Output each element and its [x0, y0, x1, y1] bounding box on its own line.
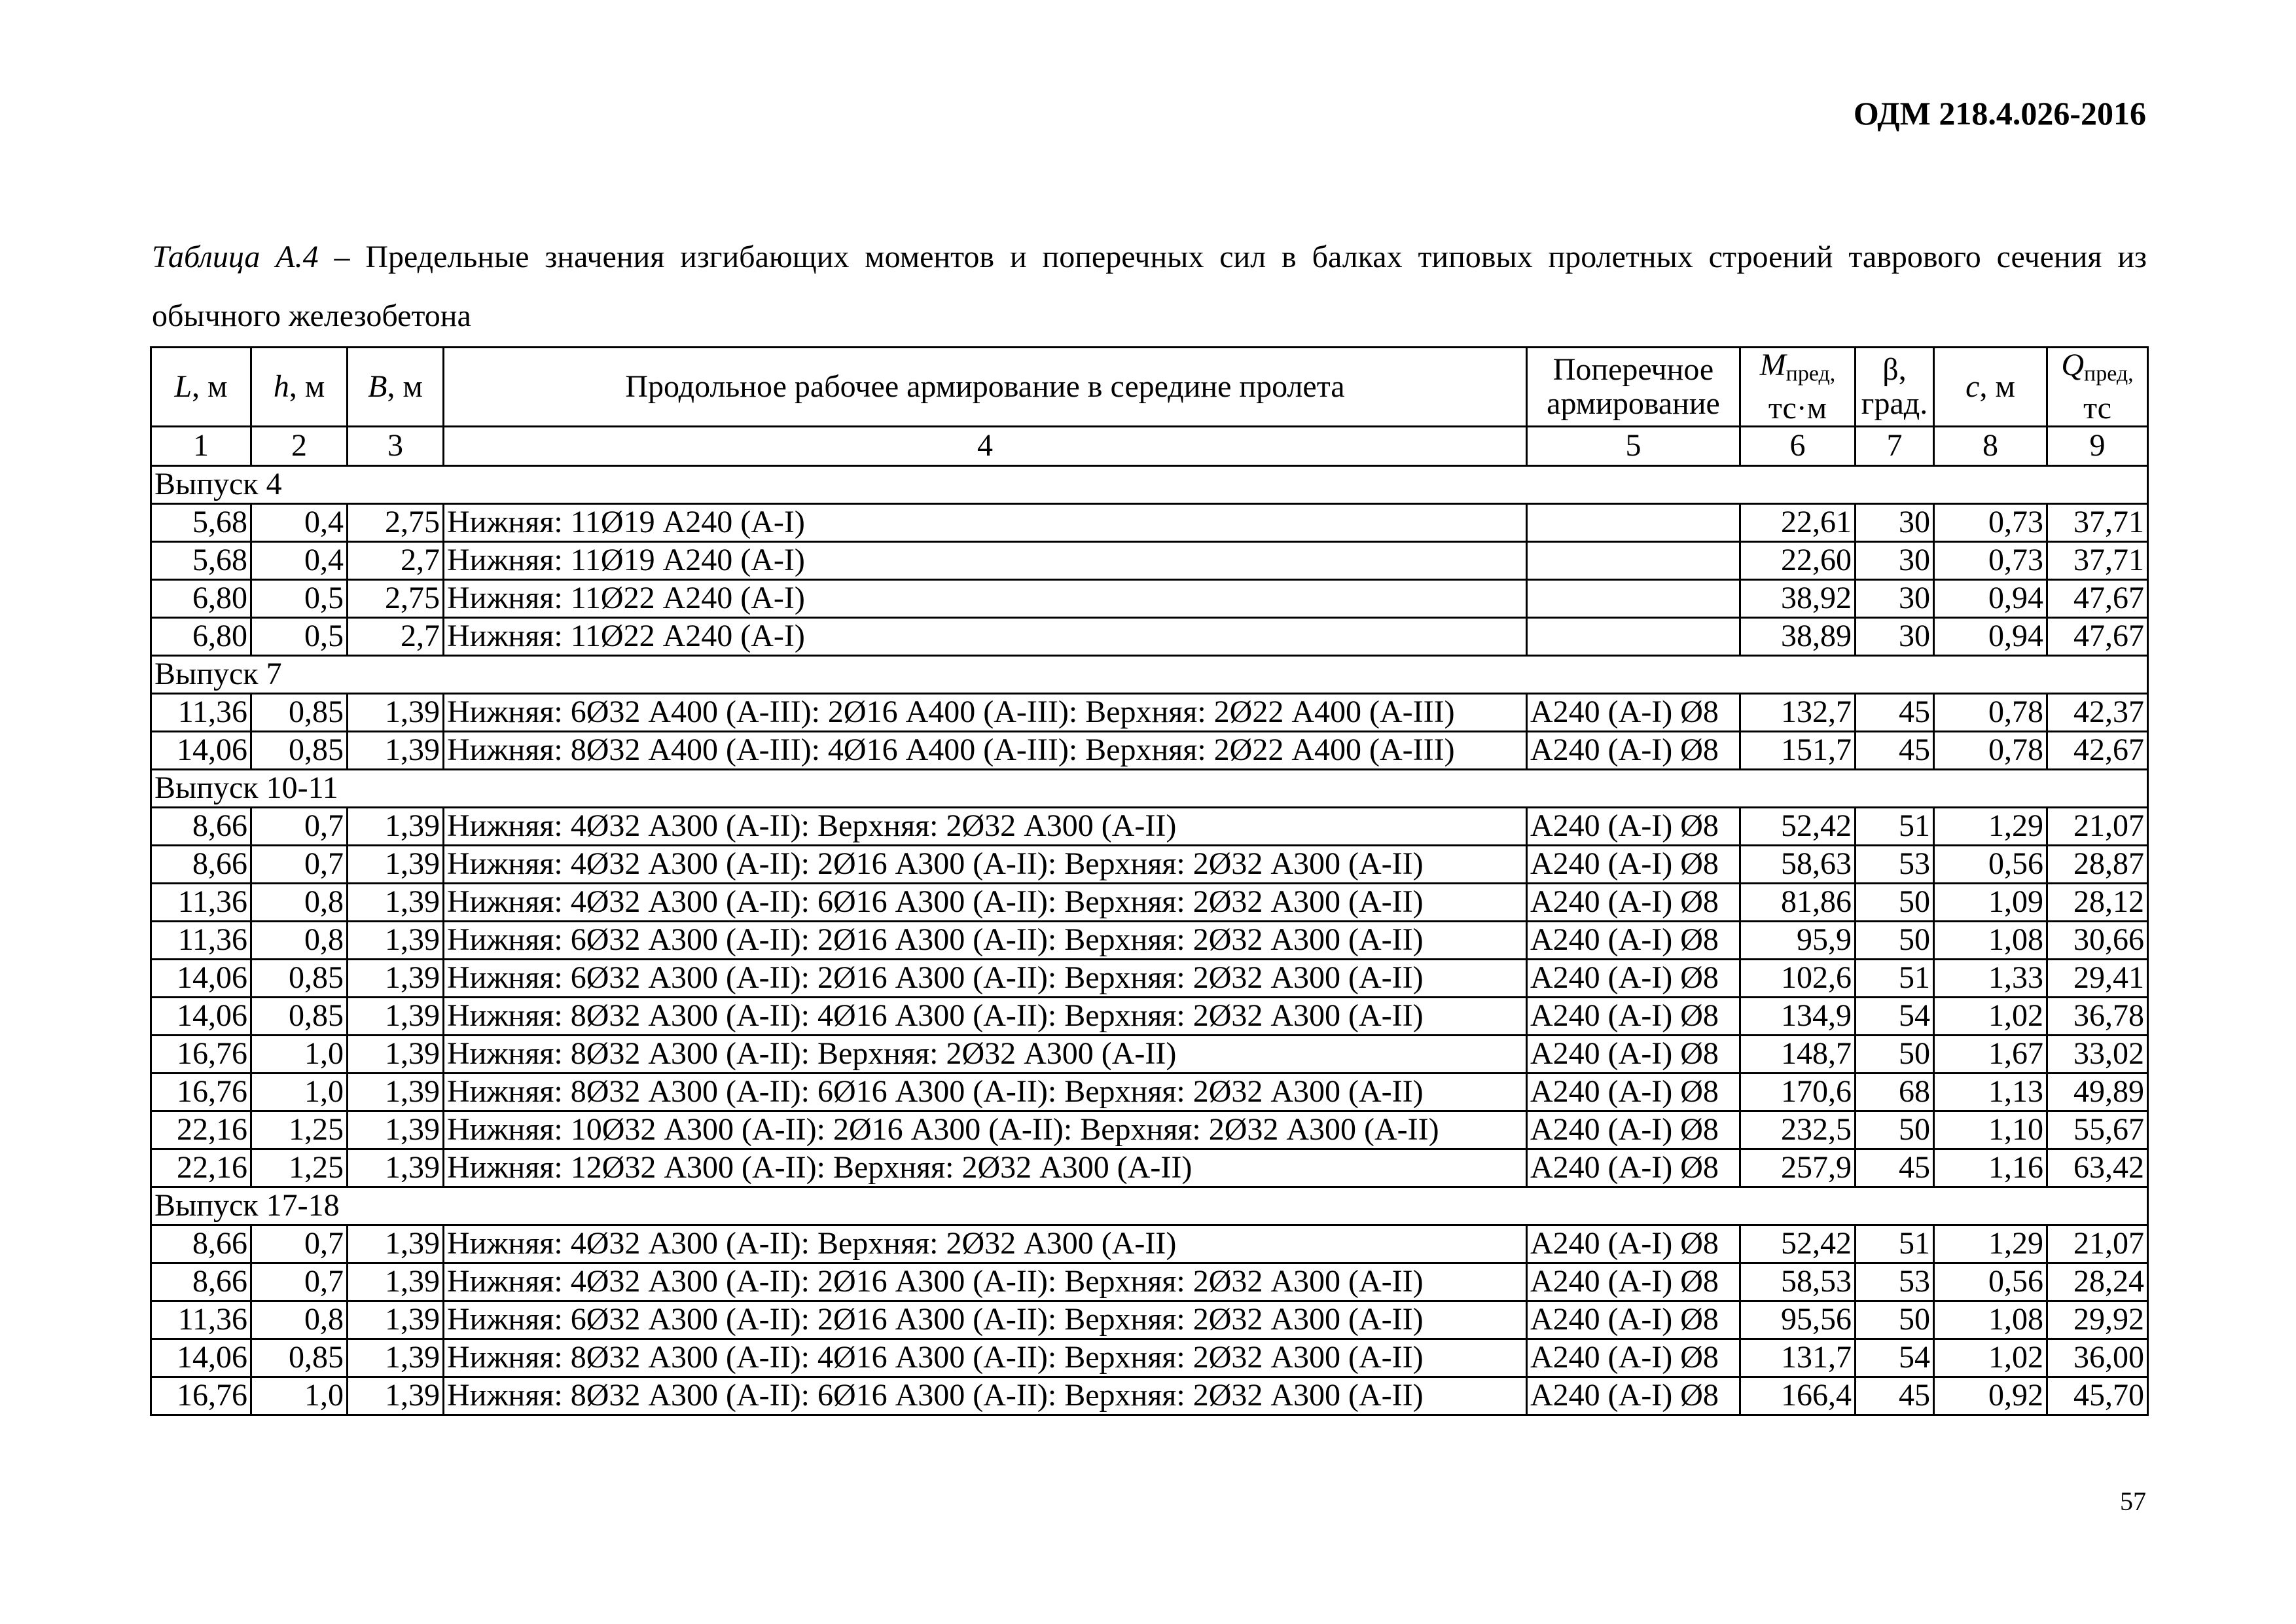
- cell-height: 0,8: [251, 883, 348, 921]
- cell-moment: 38,89: [1740, 617, 1856, 655]
- cell-shear: 36,78: [2047, 997, 2148, 1035]
- cell-transverse: А240 (А-I) Ø8: [1527, 1263, 1740, 1301]
- cell-height: 0,4: [251, 503, 348, 541]
- cell-width: 1,39: [348, 1035, 444, 1073]
- cell-shear: 37,71: [2047, 503, 2148, 541]
- cell-height: 0,7: [251, 1263, 348, 1301]
- cell-c: 0,94: [1934, 579, 2047, 617]
- group-title: Выпуск 10-11: [151, 769, 2148, 807]
- cell-length: 14,06: [151, 959, 251, 997]
- cell-shear: 29,41: [2047, 959, 2148, 997]
- table-row: [151, 579, 2148, 617]
- column-number-cell: 5: [1527, 426, 1740, 465]
- cell-longitudinal: Нижняя: 11Ø19 А240 (А-I): [444, 541, 1527, 579]
- cell-beta: 51: [1856, 807, 1934, 845]
- cell-c: 1,29: [1934, 1225, 2047, 1263]
- cell-height: 1,25: [251, 1111, 348, 1149]
- cell-longitudinal: Нижняя: 4Ø32 А300 (А-II): 2Ø16 А300 (А-II): Верхняя: 2Ø32 А300 (А-II): [444, 1263, 1527, 1301]
- table-caption-text: – Предельные значения изгибающих моментов и поперечных сил в балках типовых пролетных строений таврового сечения из обычного железобетона: [152, 240, 2147, 333]
- cell-longitudinal: Нижняя: 8Ø32 А300 (А-II): 6Ø16 А300 (А-II): Верхняя: 2Ø32 А300 (А-II): [444, 1073, 1527, 1111]
- column-number-cell: 2: [251, 426, 348, 465]
- header-height-symbol: h: [273, 369, 289, 404]
- cell-length: 8,66: [151, 845, 251, 883]
- cell-moment: 257,9: [1740, 1149, 1856, 1187]
- cell-longitudinal: Нижняя: 10Ø32 А300 (А-II): 2Ø16 А300 (А-II): Верхняя: 2Ø32 А300 (А-II): [444, 1111, 1527, 1149]
- header-longitudinal-reinforcement: Продольное рабочее армирование в середине пролета: [444, 348, 1527, 427]
- header-width: [348, 348, 444, 427]
- cell-moment: 22,61: [1740, 503, 1856, 541]
- cell-width: 1,39: [348, 997, 444, 1035]
- header-c: [1934, 348, 2047, 427]
- group-title: Выпуск 4: [151, 465, 2148, 503]
- cell-length: 6,80: [151, 617, 251, 655]
- cell-moment: 148,7: [1740, 1035, 1856, 1073]
- cell-length: 11,36: [151, 883, 251, 921]
- cell-longitudinal: Нижняя: 8Ø32 А300 (А-II): 4Ø16 А300 (А-II): Верхняя: 2Ø32 А300 (А-II): [444, 997, 1527, 1035]
- cell-width: 1,39: [348, 1149, 444, 1187]
- cell-longitudinal: Нижняя: 6Ø32 А300 (А-II): 2Ø16 А300 (А-II): Верхняя: 2Ø32 А300 (А-II): [444, 959, 1527, 997]
- column-number-cell: 7: [1856, 426, 1934, 465]
- column-number-cell: 3: [348, 426, 444, 465]
- header-beta: β, град.: [1856, 348, 1934, 427]
- header-c-unit: , м: [1979, 369, 2015, 404]
- cell-moment: 170,6: [1740, 1073, 1856, 1111]
- cell-moment: 22,60: [1740, 541, 1856, 579]
- cell-height: 0,8: [251, 1301, 348, 1339]
- cell-height: 0,7: [251, 1225, 348, 1263]
- table-row: [151, 731, 2148, 769]
- cell-transverse: А240 (А-I) Ø8: [1527, 1149, 1740, 1187]
- cell-beta: 50: [1856, 1111, 1934, 1149]
- cell-c: 0,78: [1934, 731, 2047, 769]
- table-row: [151, 1339, 2148, 1377]
- cell-width: 1,39: [348, 1377, 444, 1415]
- cell-transverse: А240 (А-I) Ø8: [1527, 1301, 1740, 1339]
- cell-c: 1,16: [1934, 1149, 2047, 1187]
- cell-beta: 30: [1856, 541, 1934, 579]
- cell-longitudinal: Нижняя: 12Ø32 А300 (А-II): Верхняя: 2Ø32 А300 (А-II): [444, 1149, 1527, 1187]
- cell-shear: 33,02: [2047, 1035, 2148, 1073]
- table-row: [151, 541, 2148, 579]
- cell-beta: 54: [1856, 997, 1934, 1035]
- column-number-row: [151, 426, 2148, 465]
- cell-width: 2,75: [348, 503, 444, 541]
- cell-moment: 134,9: [1740, 997, 1856, 1035]
- cell-c: 1,08: [1934, 1301, 2047, 1339]
- cell-longitudinal: Нижняя: 6Ø32 А300 (А-II): 2Ø16 А300 (А-II): Верхняя: 2Ø32 А300 (А-II): [444, 1301, 1527, 1339]
- cell-width: 1,39: [348, 921, 444, 959]
- cell-width: 1,39: [348, 731, 444, 769]
- cell-moment: 95,56: [1740, 1301, 1856, 1339]
- cell-length: 5,68: [151, 541, 251, 579]
- header-moment-unit: тс·м: [1768, 390, 1827, 425]
- cell-longitudinal: Нижняя: 11Ø22 А240 (А-I): [444, 617, 1527, 655]
- cell-longitudinal: Нижняя: 4Ø32 А300 (А-II): 6Ø16 А300 (А-II): Верхняя: 2Ø32 А300 (А-II): [444, 883, 1527, 921]
- cell-length: 8,66: [151, 1263, 251, 1301]
- cell-transverse: А240 (А-I) Ø8: [1527, 1225, 1740, 1263]
- cell-transverse: А240 (А-I) Ø8: [1527, 997, 1740, 1035]
- cell-length: 22,16: [151, 1111, 251, 1149]
- cell-shear: 42,37: [2047, 693, 2148, 731]
- cell-longitudinal: Нижняя: 6Ø32 А300 (А-II): 2Ø16 А300 (А-II): Верхняя: 2Ø32 А300 (А-II): [444, 921, 1527, 959]
- header-transverse-reinforcement: Поперечное армирование: [1527, 348, 1740, 427]
- header-shear-symbol: Q: [2061, 348, 2085, 382]
- cell-longitudinal: Нижняя: 4Ø32 А300 (А-II): Верхняя: 2Ø32 А300 (А-II): [444, 1225, 1527, 1263]
- cell-transverse: А240 (А-I) Ø8: [1527, 693, 1740, 731]
- cell-shear: 30,66: [2047, 921, 2148, 959]
- cell-beta: 45: [1856, 1149, 1934, 1187]
- cell-height: 0,7: [251, 845, 348, 883]
- cell-beta: 50: [1856, 1035, 1934, 1073]
- cell-height: 0,85: [251, 997, 348, 1035]
- cell-transverse: [1527, 503, 1740, 541]
- cell-moment: 95,9: [1740, 921, 1856, 959]
- cell-width: 1,39: [348, 1225, 444, 1263]
- cell-height: 0,85: [251, 731, 348, 769]
- header-row: [151, 348, 2148, 427]
- cell-length: 11,36: [151, 921, 251, 959]
- cell-shear: 21,07: [2047, 1225, 2148, 1263]
- cell-width: 1,39: [348, 1111, 444, 1149]
- table-row: [151, 617, 2148, 655]
- table-row: [151, 1225, 2148, 1263]
- group-header-row: [151, 655, 2148, 693]
- group-header-row: [151, 1187, 2148, 1225]
- column-number-cell: 1: [151, 426, 251, 465]
- page-number: 57: [2120, 1487, 2146, 1516]
- cell-length: 14,06: [151, 997, 251, 1035]
- cell-height: 0,85: [251, 693, 348, 731]
- header-moment-subscript: пред,: [1785, 361, 1836, 386]
- table-row: [151, 959, 2148, 997]
- cell-moment: 102,6: [1740, 959, 1856, 997]
- cell-height: 0,5: [251, 617, 348, 655]
- cell-beta: 51: [1856, 1225, 1934, 1263]
- table-row: [151, 503, 2148, 541]
- cell-width: 1,39: [348, 1073, 444, 1111]
- cell-width: 1,39: [348, 959, 444, 997]
- cell-beta: 54: [1856, 1339, 1934, 1377]
- cell-longitudinal: Нижняя: 11Ø19 А240 (А-I): [444, 503, 1527, 541]
- cell-shear: 37,71: [2047, 541, 2148, 579]
- cell-longitudinal: Нижняя: 4Ø32 А300 (А-II): 2Ø16 А300 (А-II): Верхняя: 2Ø32 А300 (А-II): [444, 845, 1527, 883]
- cell-width: 2,7: [348, 617, 444, 655]
- cell-c: 1,02: [1934, 1339, 2047, 1377]
- cell-c: 0,56: [1934, 845, 2047, 883]
- cell-transverse: [1527, 541, 1740, 579]
- header-c-symbol: c: [1965, 369, 1980, 404]
- cell-c: 0,94: [1934, 617, 2047, 655]
- header-width-symbol: B: [368, 369, 387, 404]
- table-row: [151, 1263, 2148, 1301]
- cell-beta: 68: [1856, 1073, 1934, 1111]
- cell-moment: 52,42: [1740, 1225, 1856, 1263]
- cell-width: 2,7: [348, 541, 444, 579]
- cell-moment: 232,5: [1740, 1111, 1856, 1149]
- group-title: Выпуск 7: [151, 655, 2148, 693]
- cell-width: 1,39: [348, 883, 444, 921]
- cell-length: 14,06: [151, 731, 251, 769]
- header-moment-symbol: M: [1759, 348, 1786, 382]
- cell-width: 1,39: [348, 1339, 444, 1377]
- column-number-cell: 9: [2047, 426, 2148, 465]
- cell-longitudinal: Нижняя: 8Ø32 А400 (А-III): 4Ø16 А400 (А-III): Верхняя: 2Ø22 А400 (А-III): [444, 731, 1527, 769]
- table-row: [151, 1377, 2148, 1415]
- limit-values-table: [150, 346, 2149, 1416]
- cell-longitudinal: Нижняя: 4Ø32 А300 (А-II): Верхняя: 2Ø32 А300 (А-II): [444, 807, 1527, 845]
- cell-beta: 30: [1856, 579, 1934, 617]
- header-shear-unit: тс: [2083, 390, 2111, 425]
- cell-c: 0,56: [1934, 1263, 2047, 1301]
- cell-shear: 36,00: [2047, 1339, 2148, 1377]
- cell-length: 16,76: [151, 1377, 251, 1415]
- header-length-symbol: L: [174, 369, 192, 404]
- cell-height: 0,4: [251, 541, 348, 579]
- table-body: [151, 348, 2148, 1415]
- cell-transverse: А240 (А-I) Ø8: [1527, 921, 1740, 959]
- cell-moment: 131,7: [1740, 1339, 1856, 1377]
- cell-c: 1,67: [1934, 1035, 2047, 1073]
- cell-beta: 53: [1856, 845, 1934, 883]
- cell-shear: 63,42: [2047, 1149, 2148, 1187]
- cell-length: 11,36: [151, 693, 251, 731]
- cell-beta: 50: [1856, 883, 1934, 921]
- cell-beta: 53: [1856, 1263, 1934, 1301]
- cell-moment: 151,7: [1740, 731, 1856, 769]
- cell-shear: 55,67: [2047, 1111, 2148, 1149]
- cell-height: 0,85: [251, 1339, 348, 1377]
- cell-c: 1,29: [1934, 807, 2047, 845]
- cell-c: 0,78: [1934, 693, 2047, 731]
- cell-height: 0,8: [251, 921, 348, 959]
- cell-c: 0,73: [1934, 503, 2047, 541]
- header-shear-subscript: пред,: [2084, 361, 2134, 386]
- table-row: [151, 1111, 2148, 1149]
- cell-c: 1,09: [1934, 883, 2047, 921]
- cell-transverse: А240 (А-I) Ø8: [1527, 1339, 1740, 1377]
- cell-length: 16,76: [151, 1073, 251, 1111]
- cell-height: 1,0: [251, 1377, 348, 1415]
- header-moment: [1740, 348, 1856, 427]
- header-height-unit: , м: [289, 369, 325, 404]
- column-number-cell: 4: [444, 426, 1527, 465]
- cell-shear: 28,12: [2047, 883, 2148, 921]
- cell-c: 0,73: [1934, 541, 2047, 579]
- cell-shear: 28,24: [2047, 1263, 2148, 1301]
- cell-moment: 132,7: [1740, 693, 1856, 731]
- cell-transverse: [1527, 579, 1740, 617]
- cell-c: 0,92: [1934, 1377, 2047, 1415]
- table-row: [151, 1301, 2148, 1339]
- cell-height: 0,85: [251, 959, 348, 997]
- table-row: [151, 845, 2148, 883]
- cell-shear: 28,87: [2047, 845, 2148, 883]
- cell-shear: 49,89: [2047, 1073, 2148, 1111]
- cell-longitudinal: Нижняя: 8Ø32 А300 (А-II): Верхняя: 2Ø32 А300 (А-II): [444, 1035, 1527, 1073]
- cell-width: 1,39: [348, 807, 444, 845]
- cell-longitudinal: Нижняя: 11Ø22 А240 (А-I): [444, 579, 1527, 617]
- cell-length: 11,36: [151, 1301, 251, 1339]
- cell-width: 1,39: [348, 693, 444, 731]
- cell-transverse: [1527, 617, 1740, 655]
- cell-transverse: А240 (А-I) Ø8: [1527, 807, 1740, 845]
- cell-height: 1,25: [251, 1149, 348, 1187]
- cell-transverse: А240 (А-I) Ø8: [1527, 1377, 1740, 1415]
- cell-length: 16,76: [151, 1035, 251, 1073]
- cell-c: 1,08: [1934, 921, 2047, 959]
- cell-height: 0,7: [251, 807, 348, 845]
- header-shear: [2047, 348, 2148, 427]
- cell-beta: 30: [1856, 503, 1934, 541]
- cell-moment: 52,42: [1740, 807, 1856, 845]
- cell-moment: 58,53: [1740, 1263, 1856, 1301]
- cell-moment: 38,92: [1740, 579, 1856, 617]
- table-row: [151, 693, 2148, 731]
- group-header-row: [151, 769, 2148, 807]
- cell-height: 1,0: [251, 1073, 348, 1111]
- cell-width: 1,39: [348, 1301, 444, 1339]
- document-code: ОДМ 218.4.026-2016: [1853, 95, 2146, 132]
- cell-height: 0,5: [251, 579, 348, 617]
- cell-longitudinal: Нижняя: 6Ø32 А400 (А-III): 2Ø16 А400 (А-III): Верхняя: 2Ø22 А400 (А-III): [444, 693, 1527, 731]
- cell-transverse: А240 (А-I) Ø8: [1527, 1035, 1740, 1073]
- cell-transverse: А240 (А-I) Ø8: [1527, 1073, 1740, 1111]
- cell-length: 8,66: [151, 807, 251, 845]
- cell-c: 1,10: [1934, 1111, 2047, 1149]
- cell-shear: 29,92: [2047, 1301, 2148, 1339]
- cell-length: 14,06: [151, 1339, 251, 1377]
- cell-length: 6,80: [151, 579, 251, 617]
- header-length-unit: , м: [192, 369, 228, 404]
- header-width-unit: , м: [387, 369, 423, 404]
- cell-c: 1,13: [1934, 1073, 2047, 1111]
- cell-moment: 81,86: [1740, 883, 1856, 921]
- cell-transverse: А240 (А-I) Ø8: [1527, 1111, 1740, 1149]
- table-row: [151, 883, 2148, 921]
- header-length: [151, 348, 251, 427]
- cell-width: 1,39: [348, 845, 444, 883]
- cell-shear: 47,67: [2047, 579, 2148, 617]
- table-caption: [152, 228, 2147, 346]
- table-row: [151, 1073, 2148, 1111]
- column-number-cell: 8: [1934, 426, 2047, 465]
- cell-beta: 45: [1856, 731, 1934, 769]
- cell-beta: 30: [1856, 617, 1934, 655]
- column-number-cell: 6: [1740, 426, 1856, 465]
- cell-shear: 21,07: [2047, 807, 2148, 845]
- header-height: [251, 348, 348, 427]
- table-row: [151, 1149, 2148, 1187]
- table-row: [151, 997, 2148, 1035]
- cell-transverse: А240 (А-I) Ø8: [1527, 959, 1740, 997]
- cell-moment: 58,63: [1740, 845, 1856, 883]
- cell-transverse: А240 (А-I) Ø8: [1527, 731, 1740, 769]
- cell-beta: 45: [1856, 693, 1934, 731]
- cell-width: 1,39: [348, 1263, 444, 1301]
- cell-shear: 47,67: [2047, 617, 2148, 655]
- table-row: [151, 921, 2148, 959]
- cell-shear: 42,67: [2047, 731, 2148, 769]
- cell-beta: 51: [1856, 959, 1934, 997]
- cell-length: 22,16: [151, 1149, 251, 1187]
- cell-shear: 45,70: [2047, 1377, 2148, 1415]
- cell-c: 1,33: [1934, 959, 2047, 997]
- cell-longitudinal: Нижняя: 8Ø32 А300 (А-II): 4Ø16 А300 (А-II): Верхняя: 2Ø32 А300 (А-II): [444, 1339, 1527, 1377]
- group-title: Выпуск 17-18: [151, 1187, 2148, 1225]
- cell-transverse: А240 (А-I) Ø8: [1527, 845, 1740, 883]
- table-row: [151, 807, 2148, 845]
- cell-transverse: А240 (А-I) Ø8: [1527, 883, 1740, 921]
- cell-height: 1,0: [251, 1035, 348, 1073]
- cell-beta: 50: [1856, 921, 1934, 959]
- cell-length: 5,68: [151, 503, 251, 541]
- cell-moment: 166,4: [1740, 1377, 1856, 1415]
- cell-longitudinal: Нижняя: 8Ø32 А300 (А-II): 6Ø16 А300 (А-II): Верхняя: 2Ø32 А300 (А-II): [444, 1377, 1527, 1415]
- cell-c: 1,02: [1934, 997, 2047, 1035]
- cell-beta: 45: [1856, 1377, 1934, 1415]
- cell-width: 2,75: [348, 579, 444, 617]
- table-caption-label: Таблица А.4: [152, 240, 319, 274]
- cell-length: 8,66: [151, 1225, 251, 1263]
- table-row: [151, 1035, 2148, 1073]
- group-header-row: [151, 465, 2148, 503]
- cell-beta: 50: [1856, 1301, 1934, 1339]
